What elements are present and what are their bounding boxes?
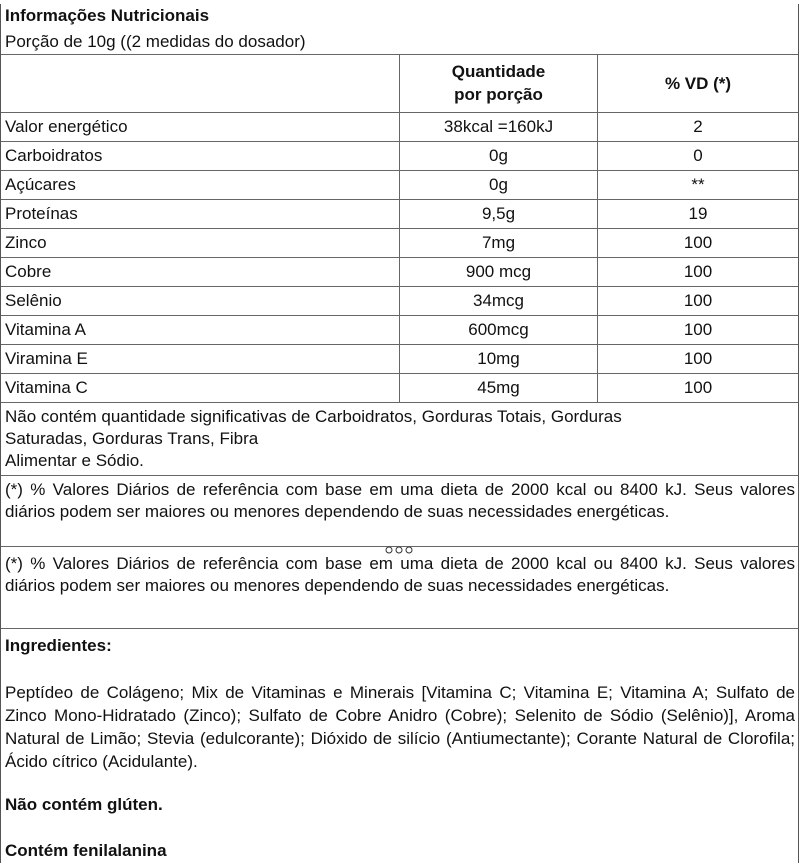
nutrient-quantity: 45mg (400, 374, 598, 402)
phenylalanine-notice: Contém fenilalanina (5, 841, 167, 860)
nutrient-name: Açúcares (1, 171, 400, 199)
not-significant-line3: Alimentar e Sódio. (5, 451, 144, 470)
table-row (1, 345, 798, 374)
table-row (1, 229, 798, 258)
table-row (1, 316, 798, 345)
nutrient-name: Proteínas (1, 200, 400, 228)
nutrient-name: Selênio (1, 287, 400, 315)
header-quantity-line2: por porção (454, 85, 543, 104)
nutrient-vd: 100 (683, 349, 713, 368)
nutrient-name: Carboidratos (1, 142, 400, 170)
nutrient-name: Vitamina A (1, 316, 400, 344)
table-row (1, 142, 798, 171)
nutrient-quantity: 9,5g (400, 200, 598, 228)
header-quantity (400, 55, 598, 112)
nutrient-vd: 100 (683, 378, 713, 397)
portion-size: Porção de 10g ((2 medidas do dosador) (5, 32, 306, 51)
not-significant-note (1, 403, 798, 476)
header-quantity-line1: Quantidade (451, 62, 546, 81)
title-row (1, 4, 798, 55)
nutrient-name: Viramina E (1, 345, 400, 373)
table-row (1, 258, 798, 287)
nutrient-quantity: 7mg (400, 229, 598, 257)
header-empty-cell (1, 55, 400, 112)
table-row (1, 171, 798, 200)
table-row (1, 287, 798, 316)
table-row (1, 200, 798, 229)
nutrient-name: Cobre (1, 258, 400, 286)
nutrient-vd: 100 (683, 320, 713, 339)
nutrient-quantity: 0g (400, 171, 598, 199)
table-row (1, 374, 798, 403)
ingredients-heading: Ingredientes: (5, 636, 112, 655)
nutrient-vd: 100 (683, 233, 713, 252)
nutrient-quantity: 600mcg (400, 316, 598, 344)
ingredients-section (1, 629, 798, 863)
table-header-row (1, 55, 798, 113)
footnote-daily-values-duplicate (1, 547, 798, 629)
nutrient-quantity: 10mg (400, 345, 598, 373)
not-significant-line1: Não contém quantidade significativas de Carboidratos, Gorduras Totais, Gorduras (5, 407, 622, 426)
nutrient-vd: 19 (688, 204, 708, 223)
footnote-text: (*) % Valores Diários de referência com base em uma dieta de 2000 kcal ou 8400 kJ. Seus valores diários podem ser maiores ou menores dependendo de suas necessidades energéticas. (5, 480, 795, 521)
nutrient-vd: ** (691, 175, 705, 194)
nutrient-quantity: 900 mcg (400, 258, 598, 286)
ingredients-text: Peptídeo de Colágeno; Mix de Vitaminas e Minerais [Vitamina C; Vitamina E; Vitamina A; Sulfato de Zinco Mono-Hidratado (Zinco); Sulfato de Cobre Anidro (Cobre); Selenito de Sódio (Selênio)], Aroma Natural de Limão; Stevia (edulcorante); Dióxido de silício (Antiumectante); Corante Natural de Clorofila; Ácido cítrico (Acidulante). (5, 683, 795, 771)
header-vd: % VD (*) (664, 74, 732, 93)
nutrient-name: Vitamina C (1, 374, 400, 402)
footnote-text: (*) % Valores Diários de referência com base em uma dieta de 2000 kcal ou 8400 kJ. Seus valores diários podem ser maiores ou menores dependendo de suas necessidades energéticas. (5, 554, 795, 595)
nutrient-quantity: 38kcal =160kJ (400, 113, 598, 141)
nutrient-vd: 100 (683, 291, 713, 310)
nutrient-quantity: 34mcg (400, 287, 598, 315)
move-handle-icon (384, 545, 414, 555)
table-row (1, 113, 798, 142)
not-significant-line2: Saturadas, Gorduras Trans, Fibra (5, 429, 259, 448)
nutrient-quantity: 0g (400, 142, 598, 170)
gluten-notice: Não contém glúten. (5, 795, 163, 814)
page-title: Informações Nutricionais (5, 6, 210, 25)
footnote-daily-values (1, 476, 798, 547)
nutrient-vd: 0 (693, 146, 703, 165)
nutrient-vd: 2 (693, 117, 703, 136)
nutrient-name: Valor energético (1, 113, 400, 141)
nutrient-name: Zinco (1, 229, 400, 257)
nutrient-vd: 100 (683, 262, 713, 281)
nutrition-facts-sheet (0, 4, 799, 863)
